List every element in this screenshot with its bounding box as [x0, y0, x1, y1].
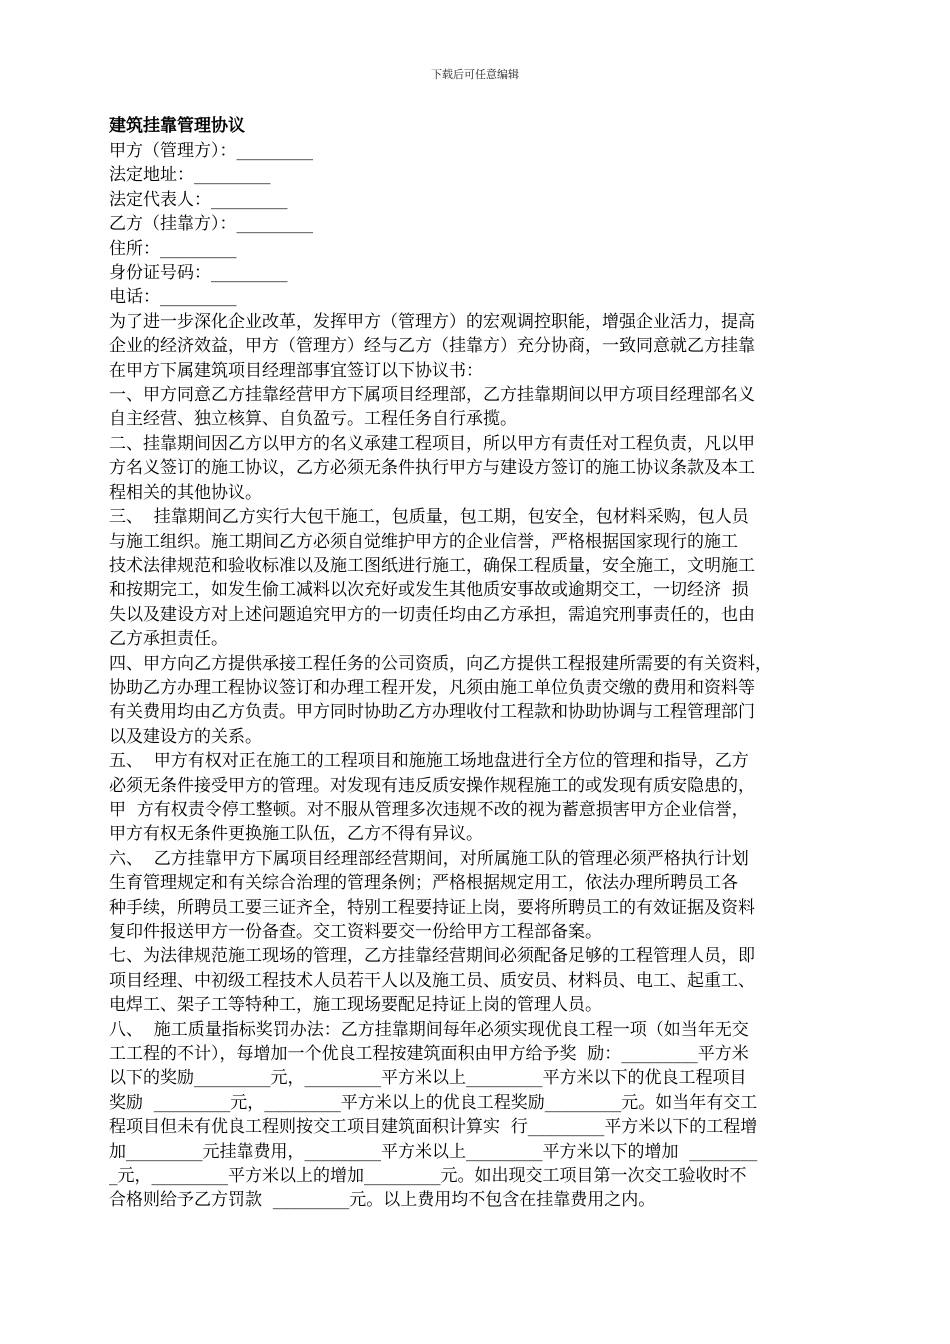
text-line: 乙方承担责任。 — [109, 629, 228, 650]
document-lines — [109, 139, 844, 1213]
text-line: 和按期完工，如发生偷工减料以次充好或发生其他质安事故或逾期交工，一切经济 损 — [109, 580, 749, 601]
text-line: 自主经营、独立核算、自负盈亏。工程任务自行承揽。 — [109, 409, 517, 430]
text-line: 工工程的不计），每增加一个优良工程按建筑面积由甲方给予奖 励：_________平方米 — [109, 1044, 749, 1065]
text-line: 以下的奖励_________元，_________平方米以上_________平方米以下的优良工程项目 — [109, 1068, 747, 1089]
text-line: 电话：_________ — [109, 287, 237, 308]
text-line: 项目经理、中初级工程技术人员若干人以及施工员、质安员、材料员、电工、起重工、 — [109, 970, 755, 991]
text-line: 法定地址：_________ — [109, 165, 271, 186]
text-line: 二、挂靠期间因乙方以甲方的名义承建工程项目，所以甲方有责任对工程负责，凡以甲 — [109, 433, 755, 454]
page-header: 下载后可任意编辑 — [431, 68, 519, 81]
text-line: 生育管理规定和有关综合治理的管理条例；严格根据规定用工，依法办理所聘员工各 — [109, 873, 738, 894]
text-line: 电焊工、架子工等特种工，施工现场要配足持证上岗的管理人员。 — [109, 995, 602, 1016]
text-line: 甲方有权无条件更换施工队伍，乙方不得有异议。 — [109, 824, 483, 845]
text-line: 六、 乙方挂靠甲方下属项目经理部经营期间，对所属施工队的管理必须严格执行计划 — [109, 848, 749, 869]
text-line: _元，_________平方米以上的增加_________元。如出现交工项目第一次交工验收时不 — [109, 1166, 747, 1187]
text-line: 四、甲方向乙方提供承接工程任务的公司资质，向乙方提供工程报建所需要的有关资料， — [109, 653, 772, 674]
document-title: 建筑挂靠管理协议 — [109, 116, 245, 136]
text-line: 程项目但未有优良工程则按交工项目建筑面积计算实 行_________平方米以下的工程增 — [109, 1117, 758, 1138]
document-body — [109, 114, 844, 1213]
text-line: 法定代表人：_________ — [109, 189, 288, 210]
text-line: 以及建设方的关系。 — [109, 726, 262, 747]
text-line: 合格则给予乙方罚款 _________元。以上费用均不包含在挂靠费用之内。 — [109, 1190, 656, 1211]
text-line: 甲方（管理方）：_________ — [109, 141, 313, 161]
text-line: 方名义签订的施工协议，乙方必须无条件执行甲方与建设方签订的施工协议条款及本工 — [109, 458, 755, 479]
text-line: 有关费用均由乙方负责。甲方同时协助乙方办理收付工程款和协助协调与工程管理部门 — [109, 702, 755, 723]
text-line: 乙方（挂靠方）：_________ — [109, 214, 313, 235]
text-line: 复印件报送甲方一份备查。交工资料要交一份给甲方工程部备案。 — [109, 922, 602, 942]
text-line: 必须无条件接受甲方的管理。对发现有违反质安操作规程施工的或发现有质安隐患的， — [109, 775, 755, 796]
text-line: 企业的经济效益，甲方（管理方）经与乙方（挂靠方）充分协商，一致同意就乙方挂靠 — [109, 336, 755, 357]
text-line: 三、 挂靠期间乙方实行大包干施工，包质量，包工期，包安全，包材料采购，包人员 — [109, 507, 749, 528]
text-line: 程相关的其他协议。 — [109, 482, 262, 503]
text-line: 技术法律规范和验收标准以及施工图纸进行施工，确保工程质量，安全施工，文明施工 — [109, 555, 755, 576]
text-line: 身份证号码：_________ — [109, 263, 288, 284]
text-line: 协助乙方办理工程协议签订和办理工程开发，凡须由施工单位负责交缴的费用和资料等 — [109, 677, 755, 698]
text-line: 八、 施工质量指标奖罚办法：乙方挂靠期间每年必须实现优良工程一项（如当年无交 — [109, 1019, 749, 1040]
text-line: 五、 甲方有权对正在施工的工程项目和施施工场地盘进行全方位的管理和指导，乙方 — [109, 751, 749, 772]
text-line: 奖励 _________元，_________平方米以上的优良工程奖励_________元。如当年有交工 — [109, 1092, 758, 1113]
text-line: 一、甲方同意乙方挂靠经营甲方下属项目经理部，乙方挂靠期间以甲方项目经理部名义 — [109, 385, 755, 406]
text-line: 失以及建设方对上述问题追究甲方的一切责任均由乙方承担，需追究刑事责任的，也由 — [109, 604, 755, 625]
text-line: 甲 方有权责令停工整顿。对不服从管理多次违规不改的视为蓄意损害甲方企业信誉， — [109, 799, 749, 820]
text-line: 住所：_________ — [109, 238, 237, 259]
text-line: 为了进一步深化企业改革，发挥甲方（管理方）的宏观调控职能，增强企业活力，提高 — [109, 311, 755, 332]
text-line: 与施工组织。施工期间乙方必须自觉维护甲方的企业信誉，严格根据国家现行的施工 — [109, 531, 738, 552]
text-line: 种手续，所聘员工要三证齐全，特别工程要持证上岗，要将所聘员工的有效证据及资料 — [109, 897, 755, 918]
text-line: 七、为法律规范施工现场的管理，乙方挂靠经营期间必须配备足够的工程管理人员，即 — [109, 946, 755, 967]
text-line: 加_________元挂靠费用，_________平方米以上_________平方米以下的增加 ________ — [109, 1141, 758, 1162]
text-line: 在甲方下属建筑项目经理部事宜签订以下协议书： — [109, 360, 483, 381]
